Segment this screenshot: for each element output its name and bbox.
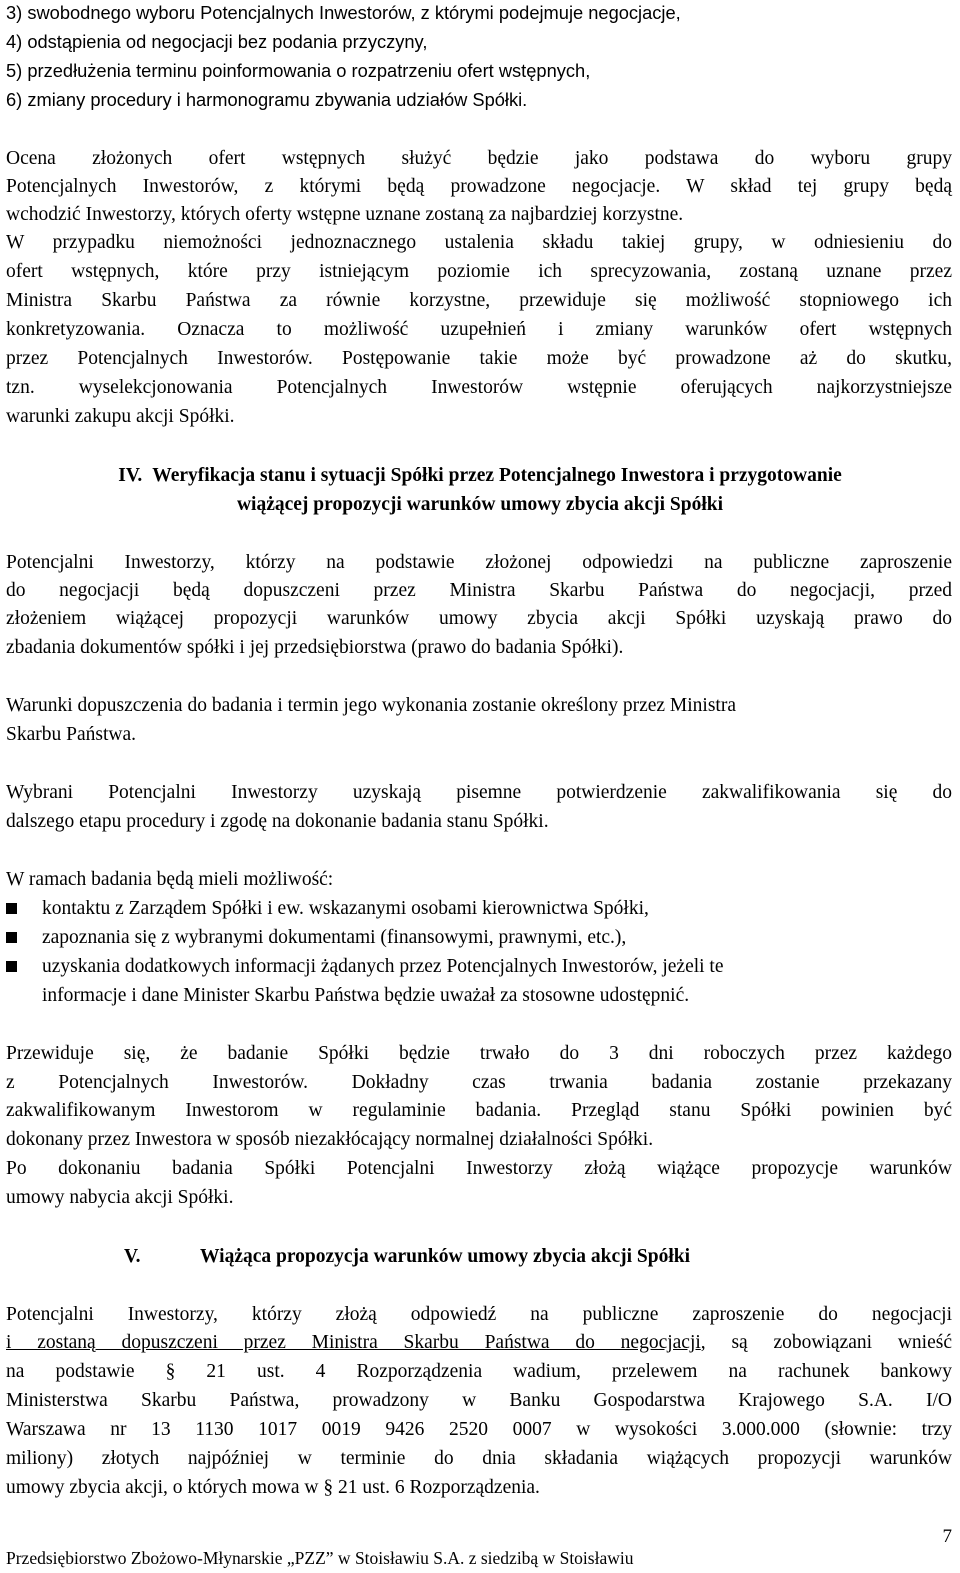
paragraph-line: Warunki dopuszczenia do badania i termin jego wykonania zostanie określony przez Ministra (6, 695, 736, 716)
paragraph-line: ofert wstępnych, które przy istniejącym poziomie ich sprecyzowania, zostaną uznane przez (6, 261, 952, 282)
list-item: zapoznania się z wybranymi dokumentami (finansowymi, prawnymi, etc.), (42, 927, 627, 948)
paragraph-line: umowy nabycia akcji Spółki. (6, 1187, 234, 1208)
footer-text: Przedsiębiorstwo Zbożowo-Młynarskie „PZZ” w Stoisławiu S.A. z siedzibą w Stoisławiu (6, 1548, 634, 1568)
paragraph-line: Ocena złożonych ofert wstępnych służyć będzie jako podstawa do wyboru grupy (6, 148, 952, 169)
paragraph-line: Potencjalni Inwestorzy, którzy na podstawie złożonej odpowiedzi na publiczne zaproszenie (6, 552, 952, 573)
paragraph-line: wchodzić Inwestorzy, których oferty wstępne uznane zostaną za najbardziej korzystne. (6, 204, 684, 225)
section-heading (124, 1243, 924, 1270)
paragraph-line: Skarbu Państwa. (6, 724, 136, 745)
page-number: 7 (942, 1526, 952, 1547)
section-heading-cont (0, 491, 960, 518)
paragraph-line: tzn. wyselekcjonowania Potencjalnych Inwestorów wstępnie oferujących najkorzystniejsze (6, 377, 952, 398)
list-intro: W ramach badania będą mieli możliwość: (6, 869, 334, 890)
paragraph-line: Potencjalnych Inwestorów, z którymi będą prowadzone negocjacje. W skład tej grupy będą (6, 176, 952, 197)
paragraph-line: warunki zakupu akcji Spółki. (6, 406, 235, 427)
paragraph-line: Ministerstwa Skarbu Państwa, prowadzony w Banku Gospodarstwa Krajowego S.A. I/O (6, 1390, 952, 1411)
paragraph-line: Ministra Skarbu Państwa za równie korzystne, przewiduje się możliwość stopniowego ich (6, 290, 952, 311)
paragraph-line: z Potencjalnych Inwestorów. Dokładny czas trwania badania zostanie przekazany (6, 1072, 952, 1093)
list-item: uzyskania dodatkowych informacji żądanych przez Potencjalnych Inwestorów, jeżeli te (42, 956, 724, 977)
paragraph-line (6, 1329, 952, 1356)
list-item: 5) przedłużenia terminu poinformowania o rozpatrzeniu ofert wstępnych, (6, 60, 591, 81)
paragraph-line: złożeniem wiążącej propozycji warunków umowy zbycia akcji Spółki uzyskają prawo do (6, 608, 952, 629)
section-heading (0, 462, 960, 489)
list-item-continuation: informacje i dane Minister Skarbu Państwa będzie uważał za stosowne udostępnić. (42, 985, 690, 1006)
list-item: kontaktu z Zarządem Spółki i ew. wskazanymi osobami kierownictwa Spółki, (42, 898, 649, 919)
section-number: V. (124, 1246, 141, 1267)
list-item: 4) odstąpienia od negocjacji bez podania przyczyny, (6, 31, 428, 52)
paragraph-line: Potencjalni Inwestorzy, którzy złożą odpowiedź na publiczne zaproszenie do negocjacji (6, 1304, 952, 1325)
section-title: Wiążąca propozycja warunków umowy zbycia akcji Spółki (200, 1246, 691, 1267)
paragraph-line: zakwalifikowanym Inwestorom w regulaminie badania. Przegląd stanu Spółki powinien być (6, 1100, 952, 1121)
square-bullet-icon (6, 903, 17, 914)
paragraph-line: do negocjacji będą dopuszczeni przez Ministra Skarbu Państwa do negocjacji, przed (6, 580, 952, 601)
section-title-line: Weryfikacja stanu i sytuacji Spółki przez Potencjalnego Inwestora i przygotowanie (152, 465, 842, 486)
paragraph-line: W przypadku niemożności jednoznacznego ustalenia składu takiej grupy, w odniesieniu do (6, 232, 952, 253)
section-title-line: wiążącej propozycji warunków umowy zbycia akcji Spółki (236, 494, 724, 515)
paragraph-text: , są zobowiązani wnieść (700, 1332, 952, 1353)
square-bullet-icon (6, 932, 17, 943)
list-item: 6) zmiany procedury i harmonogramu zbywania udziałów Spółki. (6, 89, 528, 110)
paragraph-line: dokonany przez Inwestora w sposób niezakłócający normalnej działalności Spółki. (6, 1129, 654, 1150)
underlined-text: i zostaną dopuszczeni przez Ministra Skarbu Państwa do negocjacji (6, 1332, 701, 1353)
list-item: 3) swobodnego wyboru Potencjalnych Inwestorów, z którymi podejmuje negocjacje, (6, 2, 681, 23)
paragraph-line: dalszego etapu procedury i zgodę na dokonanie badania stanu Spółki. (6, 811, 549, 832)
paragraph-line: Przewiduje się, że badanie Spółki będzie trwało do 3 dni roboczych przez każdego (6, 1043, 952, 1064)
paragraph-line: przez Potencjalnych Inwestorów. Postępowanie takie może być prowadzone aż do skutku, (6, 348, 952, 369)
paragraph-line: Wybrani Potencjalni Inwestorzy uzyskają pisemne potwierdzenie zakwalifikowania się do (6, 782, 952, 803)
paragraph-line: zbadania dokumentów spółki i jej przedsiębiorstwa (prawo do badania Spółki). (6, 637, 624, 658)
paragraph-line: na podstawie § 21 ust. 4 Rozporządzenia wadium, przelewem na rachunek bankowy (6, 1361, 952, 1382)
paragraph-line: konkretyzowania. Oznacza to możliwość uzupełnień i zmiany warunków ofert wstępnych (6, 319, 952, 340)
square-bullet-icon (6, 961, 17, 972)
paragraph-line: Po dokonaniu badania Spółki Potencjalni Inwestorzy złożą wiążące propozycje warunków (6, 1158, 952, 1179)
section-number: IV. (118, 465, 143, 486)
paragraph-line: umowy zbycia akcji, o których mowa w § 21 ust. 6 Rozporządzenia. (6, 1477, 540, 1498)
paragraph-line: miliony) złotych najpóźniej w terminie do dnia składania wiążących propozycji warunków (6, 1448, 952, 1469)
paragraph-line: Warszawa nr 13 1130 1017 0019 9426 2520 0007 w wysokości 3.000.000 (słownie: trzy (6, 1419, 952, 1440)
